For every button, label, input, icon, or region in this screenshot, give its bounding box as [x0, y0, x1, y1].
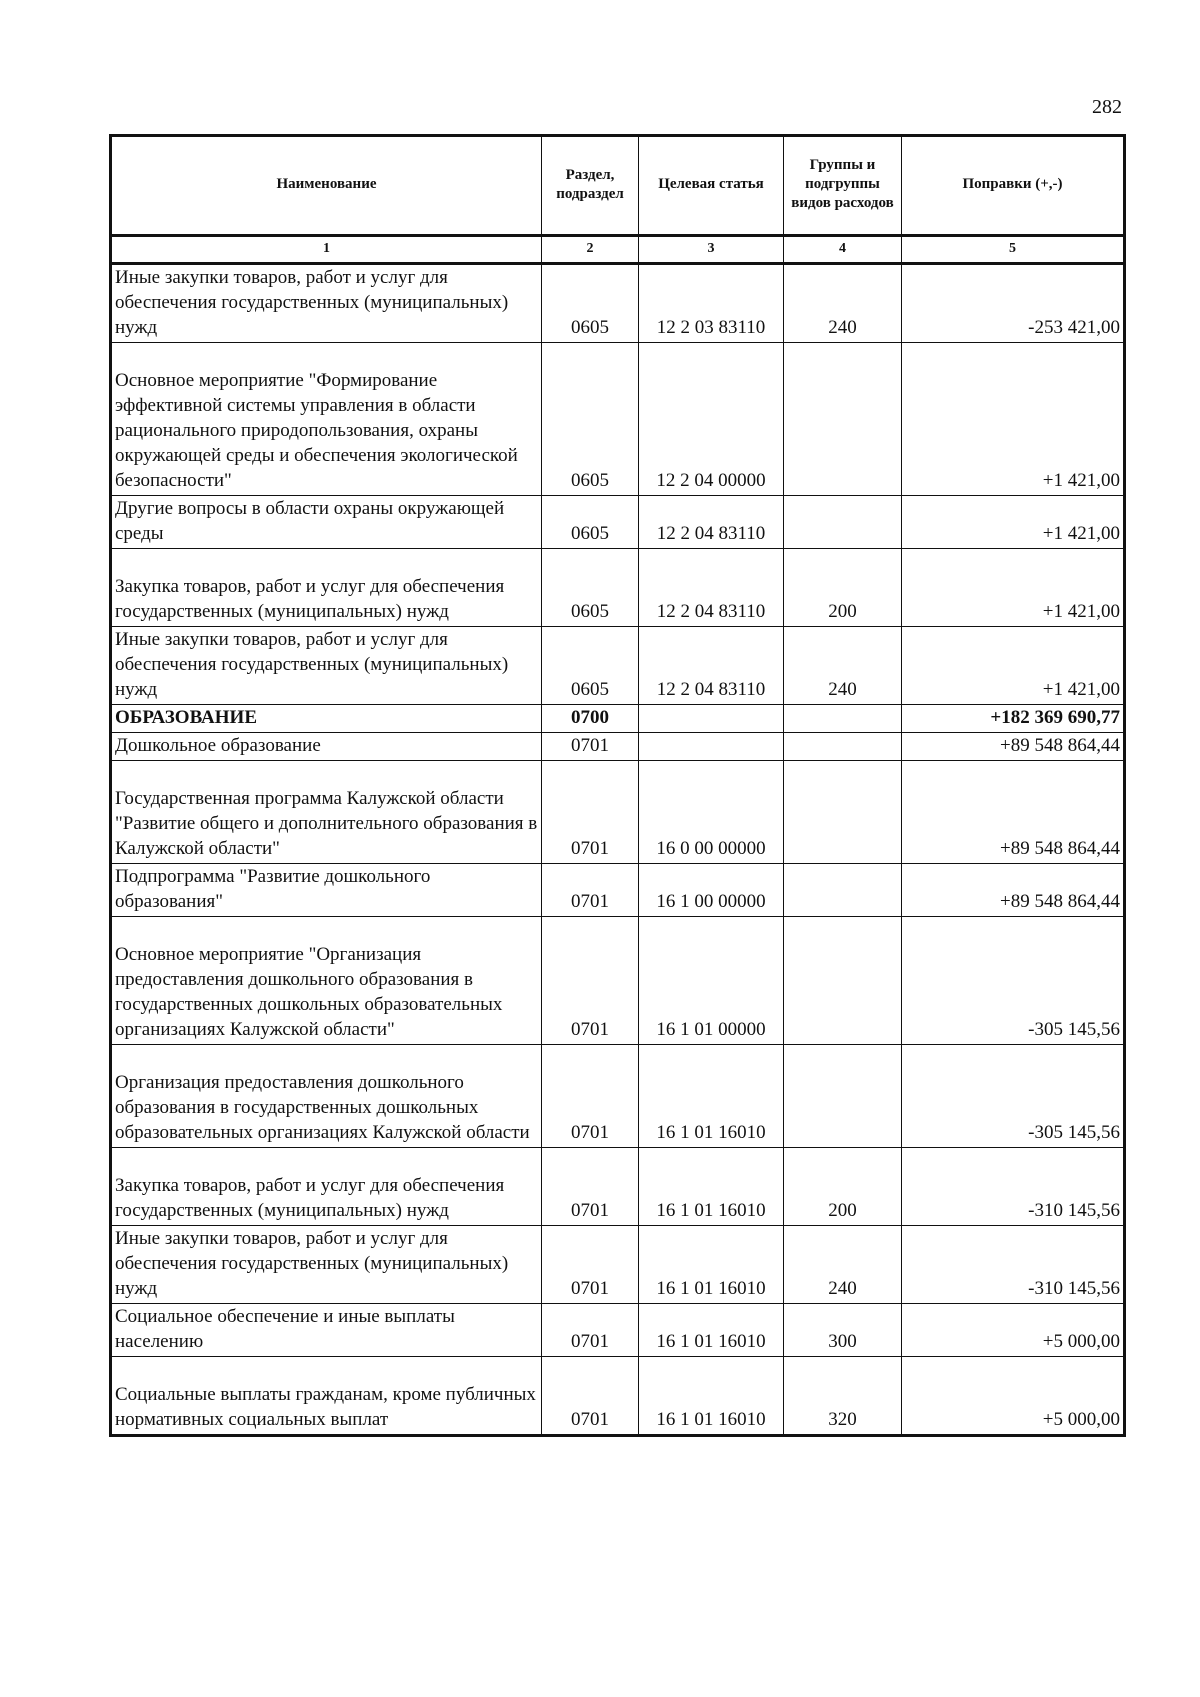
row-target-article: 16 1 00 00000: [639, 864, 784, 917]
header-target-article: Целевая статья: [639, 136, 784, 236]
row-amount: +1 421,00: [902, 549, 1125, 627]
column-number: 3: [639, 236, 784, 264]
column-number: 1: [111, 236, 542, 264]
row-section: 0701: [542, 1304, 639, 1357]
row-amount: +1 421,00: [902, 343, 1125, 496]
table-row: [111, 627, 1125, 705]
row-section: 0701: [542, 1148, 639, 1226]
row-section: 0605: [542, 496, 639, 549]
row-section: 0605: [542, 549, 639, 627]
row-expense-group: [784, 733, 902, 761]
budget-amendments-table: [109, 134, 1126, 1437]
row-target-article: 12 2 04 83110: [639, 627, 784, 705]
row-section: 0701: [542, 1226, 639, 1304]
column-number-row: [111, 236, 1125, 264]
table-header-row: [111, 136, 1125, 236]
table-row: [111, 1148, 1125, 1226]
row-name: Государственная программа Калужской области "Развитие общего и дополнительного образования в Калужской области": [111, 761, 542, 864]
row-section: 0700: [542, 705, 639, 733]
row-amount: +1 421,00: [902, 627, 1125, 705]
row-target-article: 12 2 04 83110: [639, 549, 784, 627]
row-target-article: 12 2 03 83110: [639, 264, 784, 343]
table-row: [111, 1304, 1125, 1357]
row-section: 0701: [542, 1045, 639, 1148]
row-expense-group: 240: [784, 627, 902, 705]
row-amount: +5 000,00: [902, 1304, 1125, 1357]
row-name: ОБРАЗОВАНИЕ: [111, 705, 542, 733]
table-row: [111, 733, 1125, 761]
row-name: Подпрограмма "Развитие дошкольного образования": [111, 864, 542, 917]
row-name: Основное мероприятие "Формирование эффективной системы управления в области рационального природопользования, охраны окружающей среды и обеспечения экологической безопасности": [111, 343, 542, 496]
row-target-article: 16 1 01 16010: [639, 1148, 784, 1226]
row-expense-group: [784, 343, 902, 496]
row-expense-group: 240: [784, 1226, 902, 1304]
table-row: [111, 1226, 1125, 1304]
row-section: 0701: [542, 733, 639, 761]
row-name: Иные закупки товаров, работ и услуг для обеспечения государственных (муниципальных) нужд: [111, 627, 542, 705]
row-target-article: 16 1 01 16010: [639, 1226, 784, 1304]
row-expense-group: [784, 761, 902, 864]
table-row: [111, 343, 1125, 496]
row-section: 0701: [542, 1357, 639, 1436]
row-target-article: [639, 733, 784, 761]
column-number: 4: [784, 236, 902, 264]
row-section: 0605: [542, 627, 639, 705]
row-expense-group: [784, 496, 902, 549]
row-name: Закупка товаров, работ и услуг для обеспечения государственных (муниципальных) нужд: [111, 549, 542, 627]
row-expense-group: 320: [784, 1357, 902, 1436]
table-row: [111, 864, 1125, 917]
row-amount: +5 000,00: [902, 1357, 1125, 1436]
row-expense-group: [784, 917, 902, 1045]
table-row: [111, 549, 1125, 627]
page-number: 282: [1092, 96, 1122, 118]
table-row: [111, 1045, 1125, 1148]
row-section: 0701: [542, 761, 639, 864]
row-section: 0605: [542, 264, 639, 343]
table-row: [111, 264, 1125, 343]
row-amount: +1 421,00: [902, 496, 1125, 549]
row-target-article: 16 1 01 16010: [639, 1304, 784, 1357]
row-amount: +89 548 864,44: [902, 733, 1125, 761]
table-row: [111, 917, 1125, 1045]
row-target-article: 12 2 04 83110: [639, 496, 784, 549]
table-row-section-total: [111, 705, 1125, 733]
row-name: Иные закупки товаров, работ и услуг для обеспечения государственных (муниципальных) нужд: [111, 1226, 542, 1304]
header-amendments: Поправки (+,-): [902, 136, 1125, 236]
row-name: Другие вопросы в области охраны окружающей среды: [111, 496, 542, 549]
row-expense-group: [784, 705, 902, 733]
row-target-article: 16 1 01 16010: [639, 1045, 784, 1148]
row-target-article: [639, 705, 784, 733]
row-expense-group: 240: [784, 264, 902, 343]
column-number: 5: [902, 236, 1125, 264]
row-name: Организация предоставления дошкольного образования в государственных дошкольных образовательных организациях Калужской области: [111, 1045, 542, 1148]
row-amount: -305 145,56: [902, 917, 1125, 1045]
row-expense-group: 200: [784, 549, 902, 627]
row-expense-group: [784, 1045, 902, 1148]
row-amount: +89 548 864,44: [902, 864, 1125, 917]
header-name: Наименование: [111, 136, 542, 236]
row-amount: +89 548 864,44: [902, 761, 1125, 864]
table-row: [111, 761, 1125, 864]
row-expense-group: 300: [784, 1304, 902, 1357]
header-section: Раздел, подраздел: [542, 136, 639, 236]
row-target-article: 16 1 01 00000: [639, 917, 784, 1045]
row-name: Закупка товаров, работ и услуг для обеспечения государственных (муниципальных) нужд: [111, 1148, 542, 1226]
row-section: 0605: [542, 343, 639, 496]
row-section: 0701: [542, 917, 639, 1045]
table-row: [111, 496, 1125, 549]
row-amount: -310 145,56: [902, 1148, 1125, 1226]
table-row: [111, 1357, 1125, 1436]
row-expense-group: 200: [784, 1148, 902, 1226]
row-section: 0701: [542, 864, 639, 917]
row-amount: -305 145,56: [902, 1045, 1125, 1148]
row-target-article: 16 1 01 16010: [639, 1357, 784, 1436]
row-amount: -253 421,00: [902, 264, 1125, 343]
column-number: 2: [542, 236, 639, 264]
row-name: Основное мероприятие "Организация предоставления дошкольного образования в государственных дошкольных образовательных организациях Калужской области": [111, 917, 542, 1045]
row-expense-group: [784, 864, 902, 917]
row-target-article: 16 0 00 00000: [639, 761, 784, 864]
row-amount: -310 145,56: [902, 1226, 1125, 1304]
row-target-article: 12 2 04 00000: [639, 343, 784, 496]
row-amount: +182 369 690,77: [902, 705, 1125, 733]
row-name: Социальные выплаты гражданам, кроме публичных нормативных социальных выплат: [111, 1357, 542, 1436]
row-name: Иные закупки товаров, работ и услуг для обеспечения государственных (муниципальных) нужд: [111, 264, 542, 343]
row-name: Социальное обеспечение и иные выплаты населению: [111, 1304, 542, 1357]
row-name: Дошкольное образование: [111, 733, 542, 761]
header-expense-group: Группы и подгруппы видов расходов: [784, 136, 902, 236]
